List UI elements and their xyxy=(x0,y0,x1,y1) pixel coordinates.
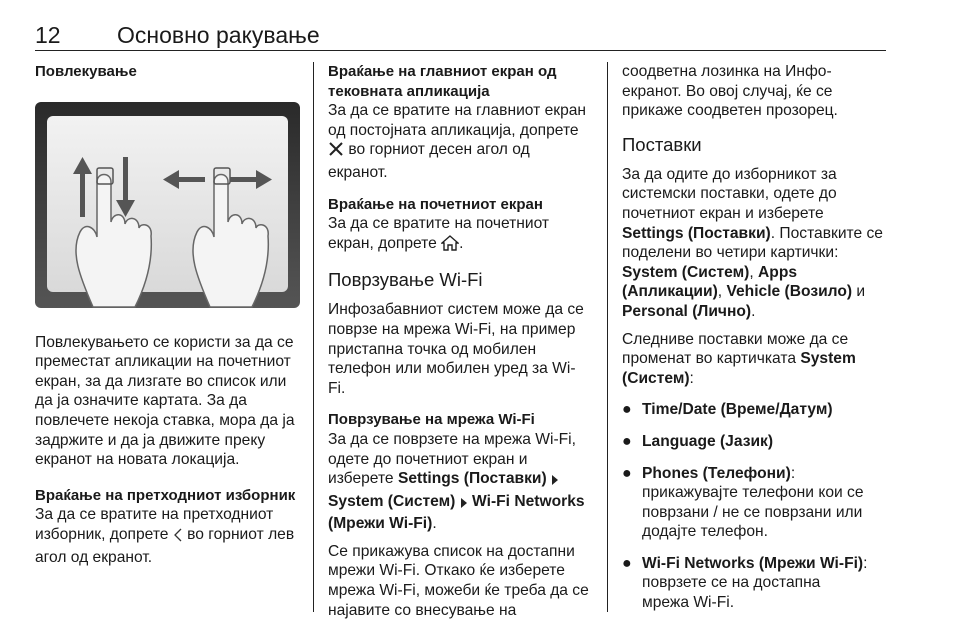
text-line: Personal (Лично). xyxy=(622,302,756,320)
text-line: поврзе на мрежа Wi-Fi, на пример xyxy=(328,320,576,338)
triangle-right-icon xyxy=(460,495,468,515)
text-line: во горниот десен агол од xyxy=(328,140,593,163)
subheading-home-from-app-2: тековната апликација xyxy=(328,82,490,100)
column-divider-1 xyxy=(313,62,314,612)
subheading-connect-wifi: Поврзување на мрежа Wi-Fi xyxy=(328,411,535,429)
text-line: повлечете некоја ставка, мора да ја xyxy=(35,411,295,429)
header-divider xyxy=(35,50,886,51)
swipe-paragraph xyxy=(35,333,300,470)
list-item: ● Phones (Телефони): прикажувајте телефони кои се поврзани / не се поврзани или додајте телефон. xyxy=(622,464,864,541)
text-line: За да се вратите на почетниот xyxy=(328,215,550,233)
page-number: 12 xyxy=(35,22,61,48)
text-line: (Мрежи Wi-Fi). xyxy=(328,515,437,533)
text-line: поделени во четири картички: xyxy=(622,244,839,262)
text-line: преместат апликации на почетниот xyxy=(35,353,291,371)
list-item: ● Language (Јазик) xyxy=(622,432,774,450)
list-item: ● Time/Date (Време/Датум) xyxy=(622,401,833,419)
text-line: соодветна лозинка на Инфо- xyxy=(622,63,832,80)
subheading-home-screen: Враќање на почетниот екран xyxy=(328,195,543,213)
text-line: System (Систем) Wi-Fi Networks xyxy=(328,492,593,515)
column-1 xyxy=(35,62,300,567)
subheading-home-from-app: Враќање на главниот екран од xyxy=(328,63,557,80)
text-line: екранот. xyxy=(328,163,388,181)
text-line: екран, допрете . xyxy=(328,234,593,257)
text-line: изберете Settings (Поставки) xyxy=(328,469,593,492)
text-line: Се прикажува список на достапни xyxy=(328,542,575,560)
column-2 xyxy=(328,62,593,620)
text-line: За да се вратите на главниот екран xyxy=(328,102,587,120)
subheading-back-menu: Враќање на претходниот изборник xyxy=(35,486,296,504)
chevron-left-icon xyxy=(173,528,183,548)
section-heading-wifi: Поврзување Wi-Fi xyxy=(328,269,483,291)
text-line: од постојната апликација, допрете xyxy=(328,121,579,139)
text-line: (Апликации), Vehicle (Возило) и xyxy=(622,283,866,301)
text-line: екран, за да лизгате во список или xyxy=(35,372,287,390)
section-heading-swipe: Повлекување xyxy=(35,63,137,80)
text-line: пристапна точка од мобилен xyxy=(328,340,537,358)
text-line: Fi. xyxy=(328,379,346,397)
text-line: (Систем): xyxy=(622,369,694,387)
text-line: За да одите до изборникот за xyxy=(622,165,837,183)
text-line: мрежи Wi-Fi. Откако ќе изберете xyxy=(328,562,565,580)
text-line: мрежа Wi-Fi, можеби ќе треба да се xyxy=(328,582,589,600)
home-icon xyxy=(441,235,459,257)
section-heading-settings: Поставки xyxy=(622,133,702,155)
text-line: прикаже соодветен прозорец. xyxy=(622,102,838,120)
triangle-right-icon xyxy=(551,472,559,492)
page-header xyxy=(35,22,885,52)
text-line: телефон или мобилен уред за Wi- xyxy=(328,360,576,378)
text-line: System (Систем), Apps xyxy=(622,263,798,281)
text-line: За да се вратите на претходниот xyxy=(35,506,274,524)
text-line: Повлекувањето се користи за да се xyxy=(35,333,294,351)
text-line: почетниот екран и изберете xyxy=(622,204,824,222)
text-line: да ја означите картата. За да xyxy=(35,392,247,410)
column-divider-2 xyxy=(607,62,608,612)
close-x-icon xyxy=(328,141,344,163)
text-line: изборник, допрете во горниот лев xyxy=(35,525,300,548)
text-line: задржите и да ја движите преку xyxy=(35,431,266,449)
text-line: агол од екранот. xyxy=(35,548,153,566)
text-line: системски поставки, одете до xyxy=(622,185,837,203)
swipe-gesture-hands-icon xyxy=(35,102,300,308)
text-line: најавите со внесување на xyxy=(328,601,517,619)
text-line: Settings (Поставки). Поставките се xyxy=(622,224,883,242)
text-line: променат во картичката System xyxy=(622,350,856,368)
text-line: За да се поврзете на мрежа Wi-Fi, xyxy=(328,430,576,448)
page-title: Основно ракување xyxy=(117,22,320,48)
text-line: екранот на новата локација. xyxy=(35,451,240,469)
column-3 xyxy=(622,62,887,613)
text-line: Следниве поставки може да се xyxy=(622,330,849,348)
text-line: екранот. Во овој случај, ќе се xyxy=(622,82,833,100)
text-line: Инфозабавниот систем може да се xyxy=(328,301,584,319)
list-item: ● Wi-Fi Networks (Мрежи Wi-Fi): поврзете се на достапна мрежа Wi-Fi. xyxy=(622,554,868,612)
text-line: одете до почетниот екран и xyxy=(328,450,528,468)
